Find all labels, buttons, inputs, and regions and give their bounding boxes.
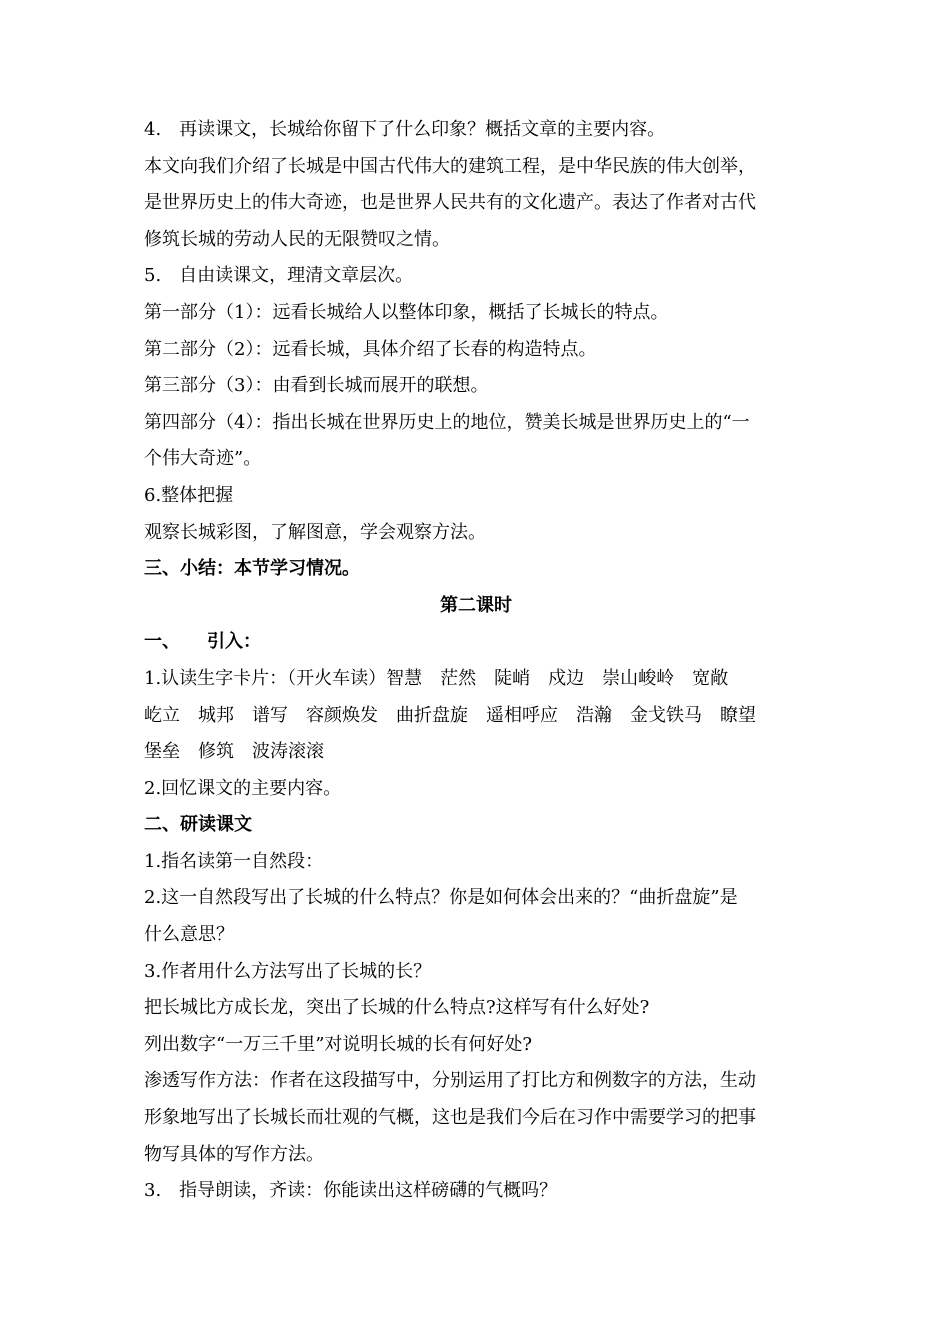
question-4: 4. 再读课文，长城给你留下了什么印象？概括文章的主要内容。 bbox=[144, 119, 666, 140]
reading-guide-line: 3. 指导朗读，齐读：你能读出这样磅礴的气概吗？ bbox=[144, 1180, 558, 1202]
recall-line: 2.回忆课文的主要内容。 bbox=[144, 777, 342, 799]
vocab-line-1: 1.认读生字卡片：（开火车读）智慧 茫然 陡峭 戍边 崇山峻岭 宽敞 bbox=[144, 667, 729, 689]
document-page bbox=[144, 112, 808, 1210]
part-2: 第二部分（2）：远看长城，具体介绍了长春的构造特点。 bbox=[144, 338, 597, 360]
study-item-2-line-2: 什么意思？ bbox=[144, 924, 234, 946]
vocab-line-3: 堡垒 修筑 波涛滚滚 bbox=[144, 741, 324, 763]
section-3-summary-heading: 三、小结：本节学习情况。 bbox=[144, 558, 360, 580]
part-3: 第三部分（3）：由看到长城而展开的联想。 bbox=[144, 375, 489, 397]
part-4-line-2: 个伟大奇迹”。 bbox=[144, 448, 262, 470]
writing-method-line-2: 形象地写出了长城长而壮观的气概，这也是我们今后在习作中需要学习的把事 bbox=[144, 1107, 756, 1129]
question-5: 5. 自由读课文，理清文章层次。 bbox=[144, 265, 414, 287]
section-2-study-heading: 二、研读课文 bbox=[144, 814, 252, 836]
part-4-line-1: 第四部分（4）：指出长城在世界历史上的地位，赞美长城是世界历史上的“一 bbox=[144, 411, 750, 433]
section-1-intro-heading: 一、 引入： bbox=[144, 631, 261, 653]
lesson-2-title: 第二课时 bbox=[440, 594, 512, 616]
numbers-line: 列出数字“一万三千里”对说明长城的长有何好处? bbox=[144, 1033, 533, 1055]
summary-line-1: 本文向我们介绍了长城是中国古代伟大的建筑工程，是中华民族的伟大创举， bbox=[144, 155, 756, 177]
study-item-1: 1.指名读第一自然段： bbox=[144, 850, 324, 872]
vocab-line-2: 屹立 城邦 谱写 容颜焕发 曲折盘旋 遥相呼应 浩瀚 金戈铁马 瞭望 bbox=[144, 704, 756, 726]
part-1: 第一部分（1）：远看长城给人以整体印象，概括了长城长的特点。 bbox=[144, 301, 669, 323]
summary-line-2: 是世界历史上的伟大奇迹，也是世界人民共有的文化遗产。表达了作者对古代 bbox=[144, 192, 756, 214]
metaphor-line: 把长城比方成长龙，突出了长城的什么特点?这样写有什么好处? bbox=[144, 997, 650, 1019]
study-item-3: 3.作者用什么方法写出了长城的长？ bbox=[144, 960, 432, 982]
writing-method-line-1: 渗透写作方法：作者在这段描写中，分别运用了打比方和例数字的方法，生动 bbox=[144, 1070, 756, 1092]
summary-line-3: 修筑长城的劳动人民的无限赞叹之情。 bbox=[144, 228, 450, 250]
writing-method-line-3: 物写具体的写作方法。 bbox=[144, 1143, 324, 1165]
study-item-2-line-1: 2.这一自然段写出了长城的什么特点？你是如何体会出来的？“曲折盘旋”是 bbox=[144, 887, 738, 909]
item-6-heading: 6.整体把握 bbox=[144, 484, 234, 506]
observe-line: 观察长城彩图，了解图意，学会观察方法。 bbox=[144, 521, 486, 543]
